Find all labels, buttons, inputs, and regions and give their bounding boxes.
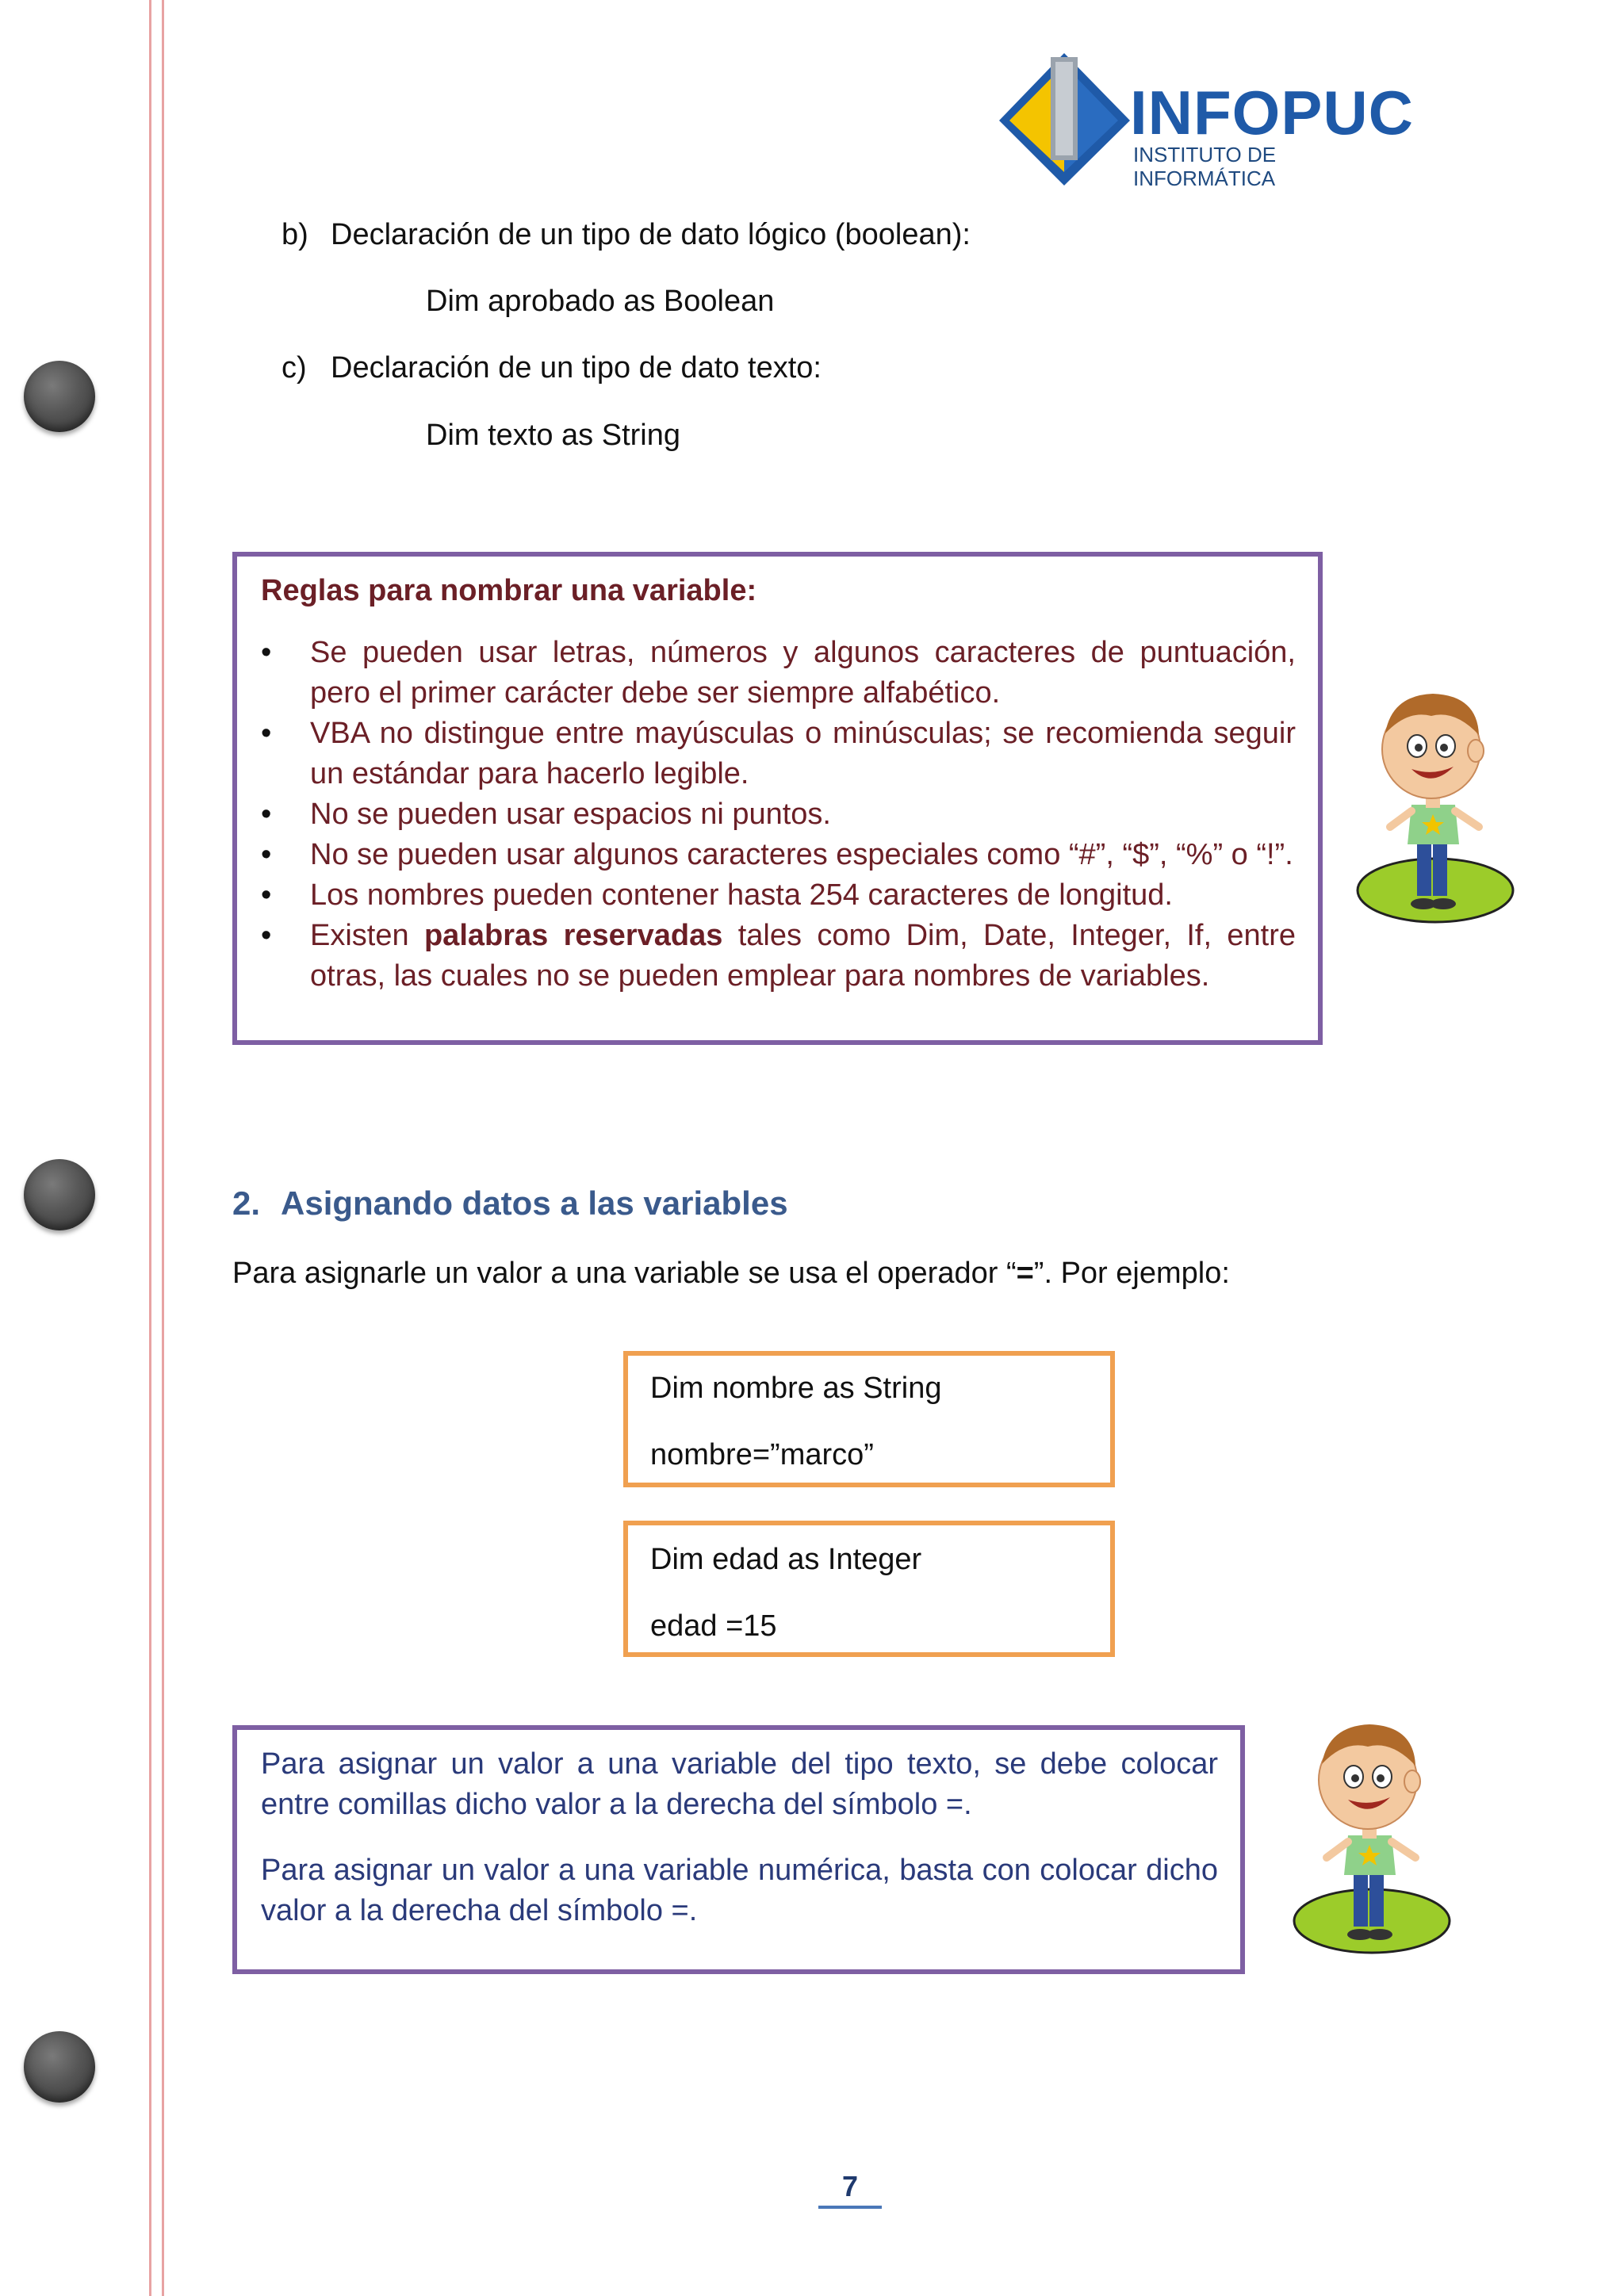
note-paragraph-number: Para asignar un valor a una variable numérica, basta con colocar dicho valor a la derecha del símbolo =. <box>261 1854 1218 1927</box>
code-line: Dim edad as Integer <box>650 1543 922 1576</box>
rule-item: • VBA no distingue entre mayúsculas o minúsculas; se recomienda seguir un estándar para hacerlo legible. <box>261 714 1296 794</box>
decl-c-marker: c) <box>282 351 307 385</box>
rule-item: • Se pueden usar letras, números y algunos caracteres de puntuación, pero el primer carácter debe ser siempre alfabético. <box>261 633 1296 714</box>
decl-b-code: Dim aprobado as Boolean <box>426 285 775 318</box>
decl-c-code: Dim texto as String <box>426 419 680 452</box>
rule-item: • No se pueden usar espacios ni puntos. <box>261 794 1296 835</box>
intro-before: Para asignarle un valor a una variable se usa el operador “ <box>232 1257 1017 1290</box>
margin-line-right <box>162 0 164 2296</box>
rules-box <box>232 552 1323 1045</box>
infopuc-logo <box>995 49 1423 188</box>
note-box <box>232 1725 1245 1974</box>
section-title: Asignando datos a las variables <box>281 1184 788 1222</box>
code-line: Dim nombre as String <box>650 1372 942 1405</box>
decl-b-text: Declaración de un tipo de dato lógico (boolean): <box>331 218 971 251</box>
page-number-underline <box>818 2206 882 2209</box>
page-number: 7 <box>841 2170 859 2202</box>
code-line: nombre=”marco” <box>650 1438 874 1471</box>
rule-6-after: tales como Dim, Date, Integer, If, entre otras, las cuales no se pueden emplear para nombres de variables. <box>310 919 1296 993</box>
rule-item <box>261 916 1296 997</box>
code-box-string <box>623 1351 1115 1487</box>
note-paragraph-text: Para asignar un valor a una variable del tipo texto, se debe colocar entre comillas dicho valor a la derecha del símbolo =. <box>261 1747 1218 1821</box>
rules-title: Reglas para nombrar una variable: <box>261 574 757 607</box>
code-line: edad =15 <box>650 1609 777 1643</box>
decl-b-marker: b) <box>282 218 308 251</box>
reserved-words: palabras reservadas <box>423 919 723 952</box>
binder-hole-middle <box>24 1159 95 1230</box>
margin-line-left <box>149 0 151 2296</box>
rule-item: • Los nombres pueden contener hasta 254 caracteres de longitud. <box>261 875 1296 916</box>
section-number: 2. <box>232 1184 261 1222</box>
logo-mark-icon <box>995 49 1134 188</box>
rule-item: • No se pueden usar algunos caracteres especiales como “#”, “$”, “%” o “!”. <box>261 835 1296 875</box>
decl-c-text: Declaración de un tipo de dato texto: <box>331 351 822 385</box>
code-box-integer <box>623 1521 1115 1657</box>
cartoon-boy-illustration <box>1281 1709 1455 1962</box>
logo-name: INFOPUC <box>1130 78 1414 147</box>
cartoon-boy-illustration <box>1344 678 1519 932</box>
rule-6-before: Existen <box>310 919 424 952</box>
binder-hole-top <box>24 361 95 432</box>
section-intro <box>232 1253 1230 1294</box>
rules-list <box>261 633 1296 997</box>
intro-operator: = <box>1016 1257 1034 1290</box>
binder-hole-bottom <box>24 2031 95 2103</box>
intro-after: ”. Por ejemplo: <box>1033 1257 1230 1290</box>
logo-subtitle: INSTITUTO DE INFORMÁTICA <box>1133 143 1277 190</box>
